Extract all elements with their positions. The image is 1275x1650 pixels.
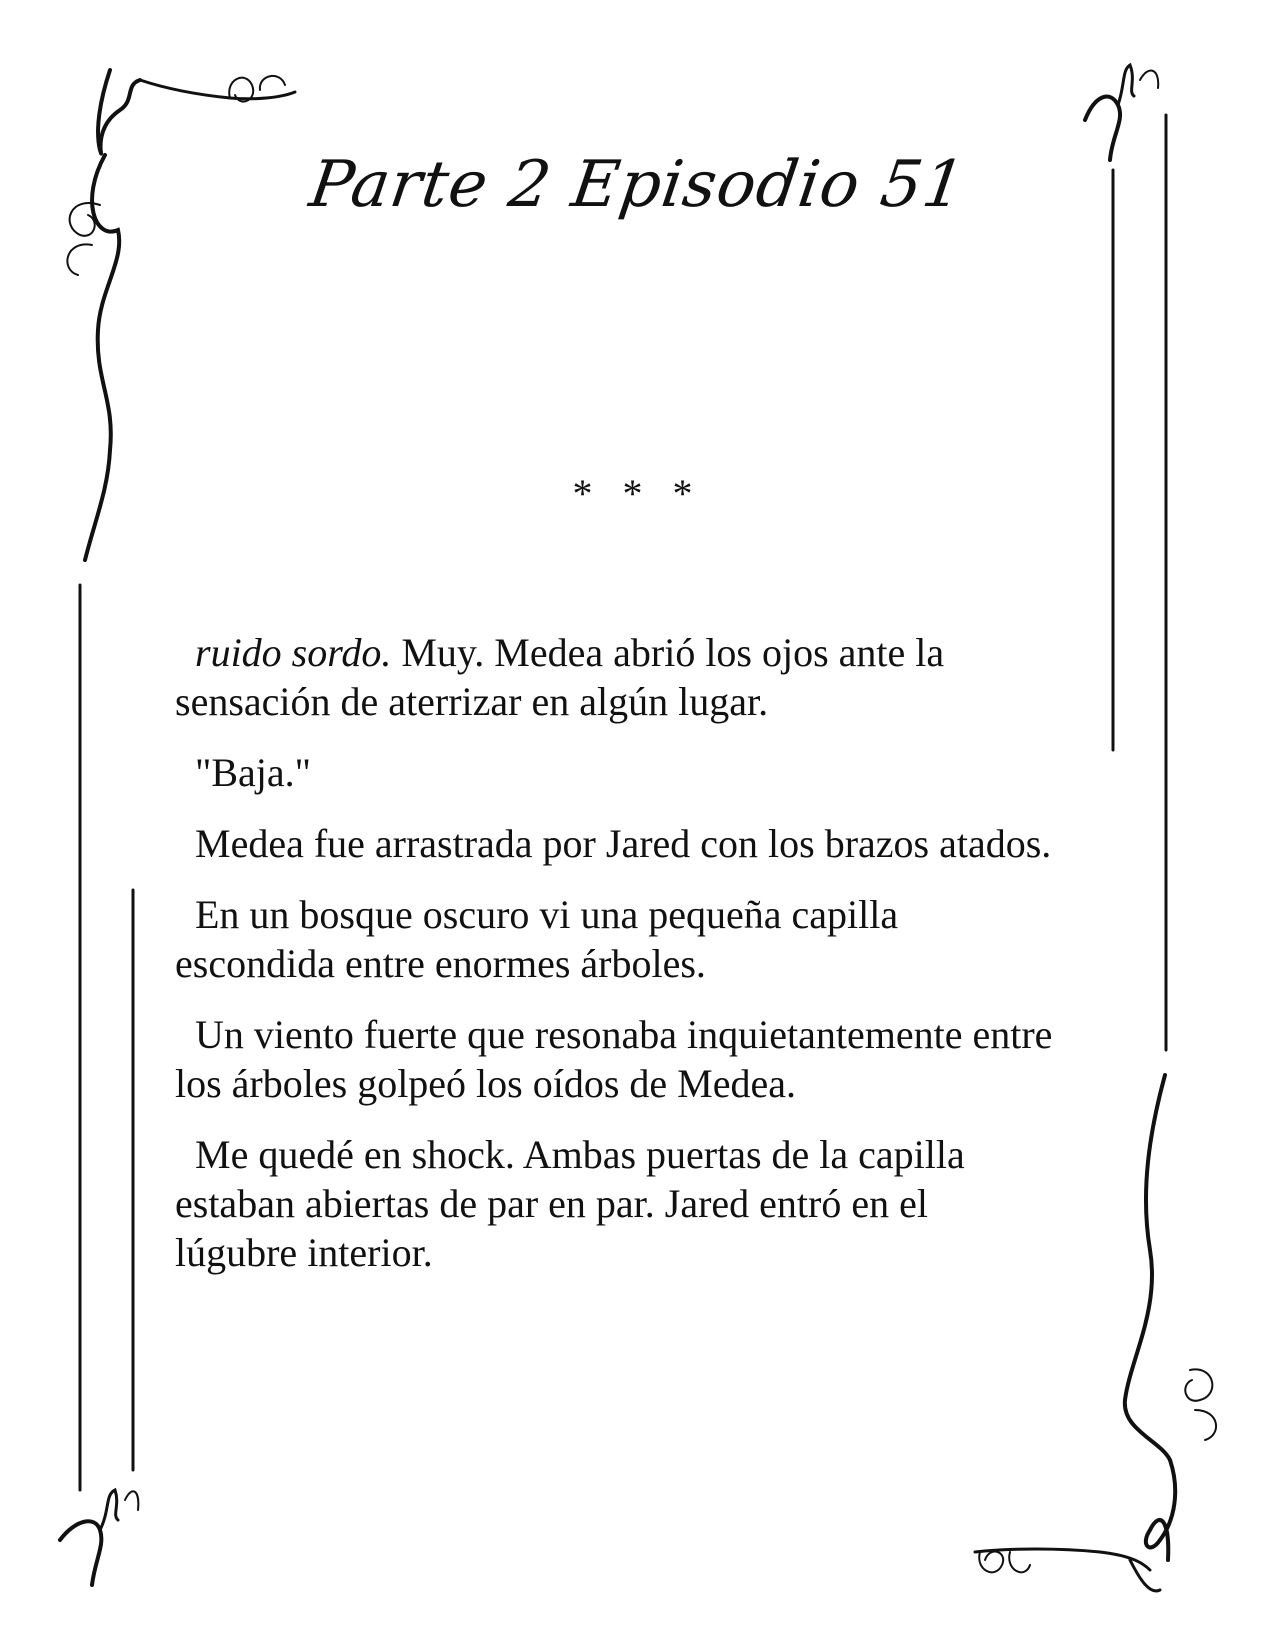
paragraph-3: Medea fue arrastrada por Jared con los brazos atados. xyxy=(195,821,1052,866)
paragraph-5: Un viento fuerte que resonaba inquietantemente entre los árboles golpeó los oídos de Medea. xyxy=(175,1012,1053,1106)
paragraph-4: En un bosque oscuro vi una pequeña capilla escondida entre enormes árboles. xyxy=(175,892,899,986)
paragraph-1 xyxy=(175,628,1055,726)
story-text xyxy=(175,628,1055,1299)
paragraph-6: Me quedé en shock. Ambas puertas de la capilla estaban abiertas de par en par. Jared entró en el lúgubre interior. xyxy=(175,1132,965,1275)
paragraph-2: "Baja." xyxy=(195,750,311,795)
flourish-bottom-left-icon xyxy=(60,1490,138,1585)
paragraph-1-rest: Muy. Medea abrió los ojos ante la sensación de aterrizar en algún lugar. xyxy=(175,630,945,724)
episode-title: Parte 2 Episodio 51 xyxy=(305,148,970,222)
flourish-top-right-icon xyxy=(1085,65,1158,160)
scene-separator: * * * xyxy=(572,471,703,516)
paragraph-1-italic: ruido sordo. xyxy=(195,630,392,675)
